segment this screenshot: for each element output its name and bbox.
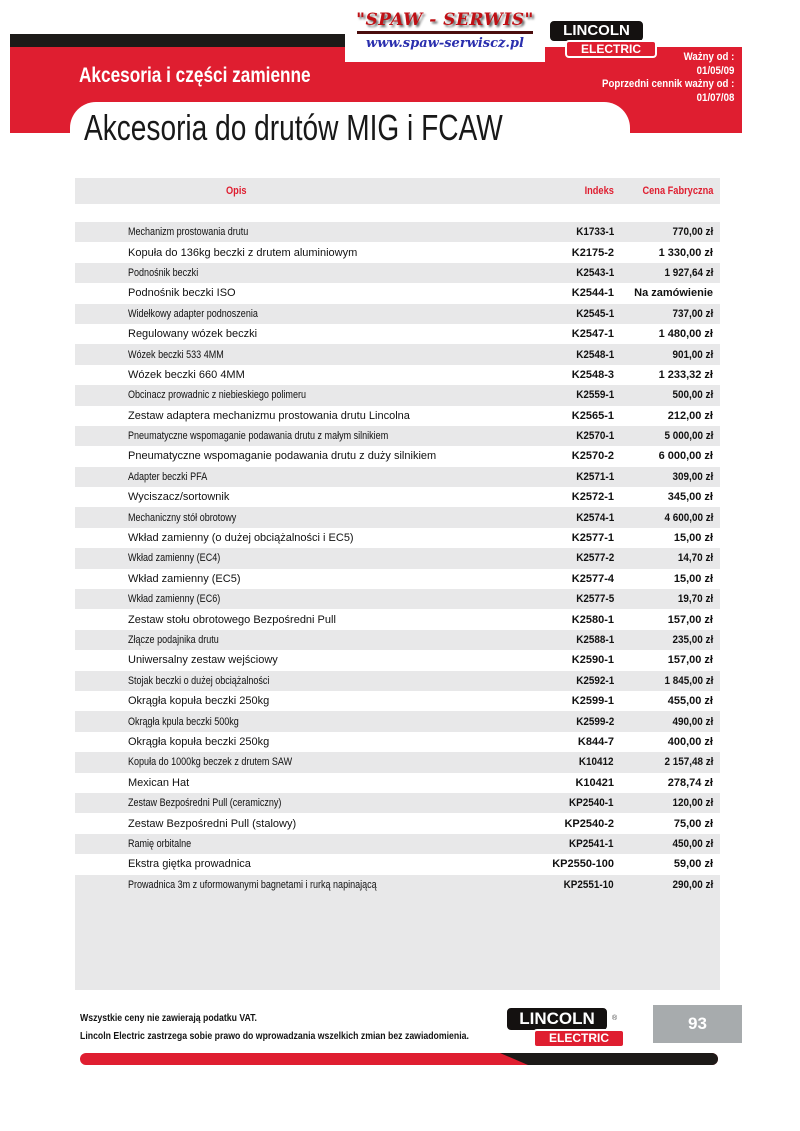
table-row (75, 732, 720, 752)
row-description: Kopuła do 136kg beczki z drutem aluminiowym (128, 246, 358, 259)
row-price: 455,00 zł (667, 695, 713, 708)
lincoln-electric-logo-footer (505, 1006, 630, 1050)
row-price: 1 233,32 zł (658, 368, 713, 381)
row-index-code: K2175-2 (571, 246, 614, 259)
table-header-row (75, 178, 720, 204)
row-description: Zestaw Bezpośredni Pull (stalowy) (128, 817, 297, 830)
row-description: Uniwersalny zestaw wejściowy (128, 654, 278, 667)
row-index-code: K2547-1 (571, 328, 614, 341)
row-price: 309,00 zł (672, 470, 713, 483)
table-row (75, 569, 720, 589)
previous-pricelist-date: 01/07/08 (696, 91, 734, 104)
row-price: 235,00 zł (672, 634, 713, 646)
row-index-code: K2571-1 (576, 470, 614, 483)
row-index-code: K2592-1 (576, 674, 614, 687)
table-row (75, 344, 720, 364)
table-row (75, 507, 720, 527)
row-index-code: K10421 (575, 776, 614, 789)
table-row (75, 446, 720, 466)
electric-wordmark: ELECTRIC (533, 1029, 625, 1048)
row-index-code: K2577-5 (576, 593, 614, 606)
spaw-serwis-underline (357, 31, 533, 34)
lincoln-wordmark: LINCOLN (548, 19, 645, 43)
column-header-description: Opis (226, 185, 247, 197)
electric-wordmark: ELECTRIC (565, 40, 657, 58)
row-index-code: K2548-1 (576, 348, 614, 361)
row-index-code: K10412 (579, 756, 614, 769)
row-description: Mexican Hat (128, 776, 190, 789)
row-index-code: K2577-4 (571, 572, 614, 585)
row-price: 14,70 zł (677, 552, 713, 565)
footer-notes (80, 1009, 469, 1045)
row-description: Pneumatyczne wspomaganie podawania drutu z małym silnikiem (128, 430, 389, 443)
row-price: Na zamówienie (634, 287, 713, 300)
row-index-code: K2590-1 (571, 654, 614, 667)
table-row (75, 426, 720, 446)
table-row (75, 467, 720, 487)
row-index-code: K2545-1 (576, 307, 614, 320)
row-index-code: K2574-1 (576, 511, 614, 524)
row-price: 15,00 zł (673, 532, 713, 545)
row-price: 278,74 zł (667, 776, 713, 789)
row-price: 770,00 zł (672, 226, 713, 239)
disclaimer-note: Lincoln Electric zastrzega sobie prawo do wprowadzania wszelkich zmian bez zawiadomienia. (80, 1030, 469, 1042)
row-description: Podnośnik beczki ISO (128, 287, 236, 300)
table-row (75, 324, 720, 344)
row-description: Wózek beczki 660 4MM (128, 368, 245, 381)
row-index-code: K2570-2 (571, 450, 614, 463)
table-row (75, 589, 720, 609)
table-row (75, 752, 720, 772)
row-price: 500,00 zł (672, 389, 713, 402)
row-price: 157,00 zł (667, 613, 713, 626)
row-description: Wkład zamienny (EC4) (128, 552, 221, 565)
table-row (75, 711, 720, 731)
footer-decorative-bar (80, 1053, 718, 1065)
row-index-code: K2572-1 (571, 491, 614, 504)
table-row (75, 304, 720, 324)
row-index-code: K2577-1 (571, 532, 614, 545)
table-row (75, 691, 720, 711)
row-price: 19,70 zł (677, 593, 713, 606)
row-description: Mechanizm prostowania drutu (128, 226, 249, 239)
row-description: Wkład zamienny (EC6) (128, 593, 221, 606)
row-price: 1 480,00 zł (658, 328, 713, 341)
column-header-price: Cena Fabryczna (642, 185, 713, 197)
table-row (75, 630, 720, 650)
row-index-code: K2580-1 (571, 613, 614, 626)
row-description: Prowadnica 3m z uformowanymi bagnetami i rurką napinającą (128, 878, 377, 891)
row-price: 1 845,00 zł (664, 674, 713, 687)
row-price: 212,00 zł (667, 409, 713, 422)
table-row (75, 263, 720, 283)
lincoln-electric-logo-top (548, 19, 664, 61)
row-description: Wózek beczki 533 4MM (128, 348, 224, 361)
row-price: 2 157,48 zł (664, 756, 713, 769)
valid-from-label: Ważny od : (683, 51, 734, 63)
row-index-code: K844-7 (577, 735, 614, 748)
row-description: Regulowany wózek beczki (128, 328, 258, 341)
row-price: 1 330,00 zł (658, 246, 713, 259)
table-row (75, 406, 720, 426)
table-row (75, 813, 720, 833)
row-description: Widełkowy adapter podnoszenia (128, 307, 258, 320)
row-description: Zestaw Bezpośredni Pull (ceramiczny) (128, 797, 282, 810)
row-price: 490,00 zł (672, 715, 713, 728)
table-row (75, 834, 720, 854)
row-index-code: K2588-1 (576, 634, 614, 646)
registered-trademark-icon: ® (612, 1015, 618, 1022)
row-price: 120,00 zł (672, 797, 713, 810)
previous-pricelist-label: Poprzedni cennik ważny od : (601, 78, 734, 90)
price-table-body (75, 222, 720, 895)
row-description: Podnośnik beczki (128, 266, 199, 279)
row-index-code: K2544-1 (571, 287, 614, 300)
lincoln-wordmark: LINCOLN (505, 1006, 609, 1032)
row-price: 1 927,64 zł (664, 266, 713, 279)
table-row (75, 528, 720, 548)
row-price: 345,00 zł (667, 491, 713, 504)
spaw-serwis-logo (345, 8, 545, 62)
row-index-code: K2548-3 (571, 368, 614, 381)
table-row (75, 773, 720, 793)
table-row (75, 650, 720, 670)
table-row (75, 222, 720, 242)
table-row (75, 365, 720, 385)
table-row (75, 671, 720, 691)
row-index-code: K2599-1 (571, 695, 614, 708)
table-row (75, 487, 720, 507)
row-price: 400,00 zł (667, 735, 713, 748)
row-index-code: K2577-2 (576, 552, 614, 565)
row-description: Zestaw stołu obrotowego Bezpośredni Pull (128, 613, 336, 626)
row-description: Ekstra giętka prowadnica (128, 858, 251, 871)
page-title: Akcesoria do drutów MIG i FCAW (84, 107, 503, 148)
row-index-code: K2570-1 (576, 430, 614, 443)
table-bottom-filler (75, 895, 720, 990)
row-index-code: K1733-1 (576, 226, 614, 239)
row-index-code: K2599-2 (576, 715, 614, 728)
row-description: Zestaw adaptera mechanizmu prostowania drutu Lincolna (128, 409, 410, 422)
row-price: 4 600,00 zł (664, 511, 713, 524)
page-number-badge: 93 (653, 1005, 742, 1043)
row-description: Okrągła kpula beczki 500kg (128, 715, 239, 728)
row-description: Obcinacz prowadnic z niebieskiego polimeru (128, 389, 306, 402)
table-row (75, 609, 720, 629)
row-price: 15,00 zł (673, 572, 713, 585)
row-index-code: KP2541-1 (569, 837, 614, 850)
row-description: Okrągła kopuła beczki 250kg (128, 695, 270, 708)
table-row (75, 385, 720, 405)
row-description: Stojak beczki o dużej obciążalności (128, 674, 270, 687)
row-index-code: KP2540-2 (564, 817, 614, 830)
table-row (75, 242, 720, 262)
table-row (75, 875, 720, 895)
row-description: Złącze podajnika drutu (128, 634, 219, 646)
row-description: Ramię orbitalne (128, 837, 192, 850)
table-row (75, 283, 720, 303)
row-index-code: K2543-1 (576, 266, 614, 279)
row-description: Kopuła do 1000kg beczek z drutem SAW (128, 756, 293, 769)
top-black-bar (10, 34, 351, 48)
spaw-serwis-url-link[interactable]: www.spaw-serwiscz.pl (366, 36, 524, 51)
row-index-code: KP2551-10 (563, 878, 614, 891)
valid-from-date: 01/05/09 (696, 64, 734, 77)
row-index-code: KP2540-1 (569, 797, 614, 810)
row-price: 75,00 zł (673, 817, 713, 830)
section-banner-title: Akcesoria i części zamienne (79, 64, 311, 87)
row-price: 59,00 zł (673, 858, 713, 871)
row-price: 737,00 zł (672, 307, 713, 320)
row-price: 290,00 zł (672, 878, 713, 891)
row-description: Wkład zamienny (o dużej obciążalności i EC5) (128, 532, 354, 545)
footer-bar-black-segment (80, 1053, 718, 1065)
row-description: Adapter beczki PFA (128, 470, 208, 483)
row-price: 901,00 zł (672, 348, 713, 361)
row-description: Wyciszacz/sortownik (128, 491, 230, 504)
row-price: 6 000,00 zł (658, 450, 713, 463)
row-index-code: KP2550-100 (552, 858, 614, 871)
row-price: 157,00 zł (667, 654, 713, 667)
row-price: 5 000,00 zł (664, 430, 713, 443)
row-price: 450,00 zł (672, 837, 713, 850)
table-row (75, 854, 720, 874)
row-index-code: K2559-1 (576, 389, 614, 402)
row-description: Pneumatyczne wspomaganie podawania drutu z duży silnikiem (128, 450, 437, 463)
row-description: Mechaniczny stół obrotowy (128, 511, 237, 524)
spaw-serwis-brand-text: "SPAW - SERWIS" (356, 10, 534, 30)
column-header-index: Indeks (584, 185, 614, 197)
table-row (75, 793, 720, 813)
row-description: Okrągła kopuła beczki 250kg (128, 735, 270, 748)
registered-trademark-icon: ® (648, 29, 654, 36)
row-description: Wkład zamienny (EC5) (128, 572, 241, 585)
table-row (75, 548, 720, 568)
row-index-code: K2565-1 (571, 409, 614, 422)
vat-note: Wszystkie ceny nie zawierają podatku VAT. (80, 1012, 257, 1024)
